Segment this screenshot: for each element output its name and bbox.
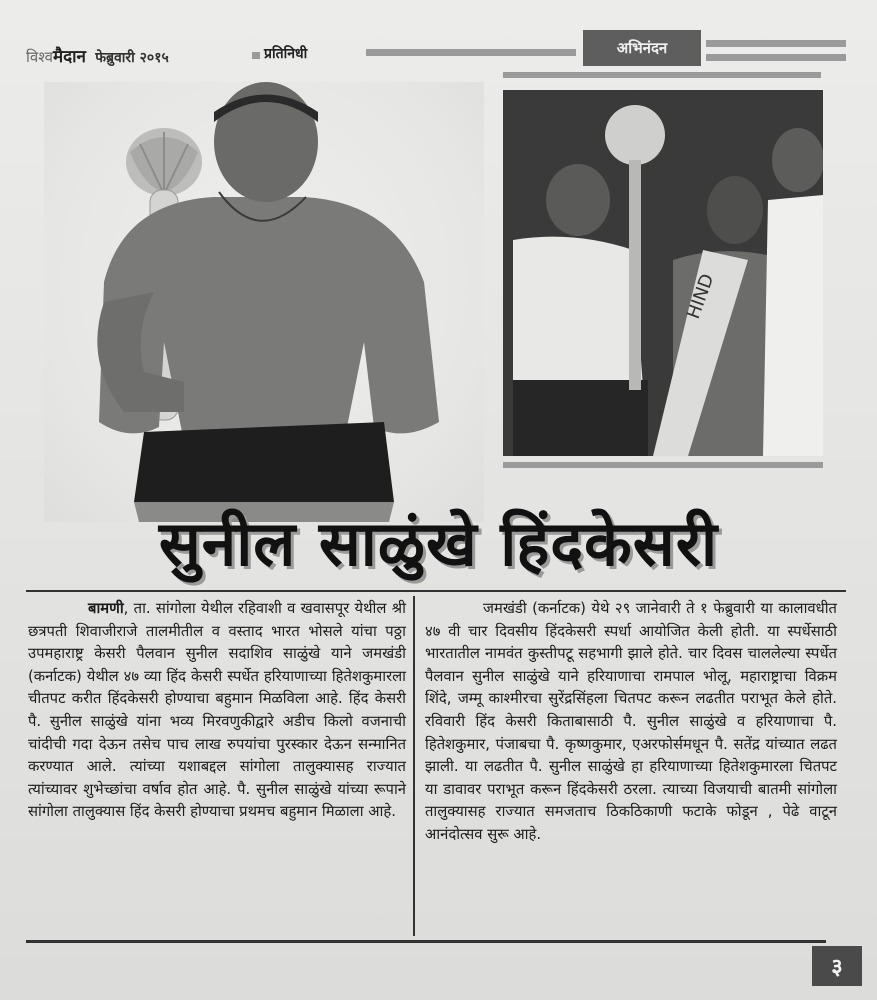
header-stripe-left (366, 49, 576, 56)
ceremony-illustration (503, 90, 823, 456)
reporter-credit: प्रतिनिधी (264, 46, 308, 62)
footer-rule (26, 940, 826, 943)
article-top-rule (26, 590, 846, 592)
masthead-brand: मैदान (52, 47, 86, 67)
page-number: ३ (812, 946, 862, 986)
header-divider (252, 52, 260, 59)
headline: सुनील साळुंखे हिंदकेसरी (158, 507, 719, 580)
article-right-text: जमखंडी (कर्नाटक) येथे २९ जानेवारी ते १ फेब्रुवारी या कालावधीत ४७ वी चार दिवसीय हिंदकेसरी स्पर्धा आयोजित केली होती. या स्पर्धेसाठी भारतातील नामवंत कुस्तीपटू सहभागी झाले होते. चार दिवस चाललेल्या स्पर्धेत पैलवान सुनील साळुंखे याने हरियाणाचा रामपाल भोलू, महाराष्ट्राचा विक्रम शिंदे, जम्मू काश्मीरचा सुरेंद्रसिंहला चितपट करून लढतीत पराभूत केले होते. रविवारी हिंद केसरी किताबासाठी पै. सुनील साळुंखे व हरियाणाचा पै. हितेशकुमार, पंजाबचा पै. कृष्णकुमार, एअरफोर्समधून पै. सतेंद्र यांच्यात लढत झाली. या लढतीत पै. सुनील साळुंखे हा हरियाणाच्या हितेशकुमारला चितपट या डावावर पराभूत करून हिंदकेसरी ठरला. त्याच्या विजयाची बातमी सांगोला तालुक्यासह राज्यात समजताच ठिकठिकाणी फटाके फोडून , पेढे वाटून आनंदोत्सव सुरू आहे. (425, 600, 837, 843)
article-column-right (425, 598, 837, 847)
column-divider (413, 596, 415, 936)
header-stripe-right-2 (706, 54, 846, 61)
page-header (26, 30, 846, 70)
article-column-left (28, 598, 406, 824)
issue-date: फेब्रुवारी २०१५ (95, 50, 169, 66)
photo-bottom-rule (503, 462, 823, 468)
section-tab: अभिनंदन (583, 30, 701, 66)
photo-top-rule (503, 72, 821, 78)
masthead-prefix: विश्व (26, 48, 53, 66)
ceremony-photo (503, 90, 823, 456)
masthead (26, 44, 169, 67)
article-left-text: , ता. सांगोला येथील रहिवाशी व खवासपूर येथील श्री छत्रपती शिवाजीराजे तालमीतील व वस्ताद भारत भोसले यांचा पठ्ठा उपमहाराष्ट्र केसरी पैलवान सुनील सदाशिव साळुंखे याने जमखंडी (कर्नाटक) येथील ४७ व्या हिंद केसरी स्पर्धेत हरियाणाच्या हितेशकुमारला चीतपट करीत हिंदकेसरी होण्याचा बहुमान मिळविला आहे. हिंद केसरी पै. सुनील साळुंखे यांना भव्य मिरवणुकीद्वारे अडीच किलो वजनाची चांदीची गदा देऊन तसेच पाच लाख रुपयांचा पुरस्कार देऊन सन्मानित करण्यात आले. त्यांच्या यशाबद्दल सांगोला तालुक्यासह राज्यात त्यांच्यावर शुभेच्छांचा वर्षाव होत आहे. पै. सुनील साळुंखे यांच्या रूपाने सांगोला तालुक्यास हिंद केसरी होण्याचा प्रथमच बहुमान मिळाला आहे. (28, 600, 406, 821)
dateline: बामणी (88, 600, 124, 617)
wrestler-photo (44, 82, 484, 522)
sash-text: HIND (682, 271, 719, 322)
wrestler-illustration (44, 82, 484, 522)
header-stripe-right (706, 40, 846, 47)
